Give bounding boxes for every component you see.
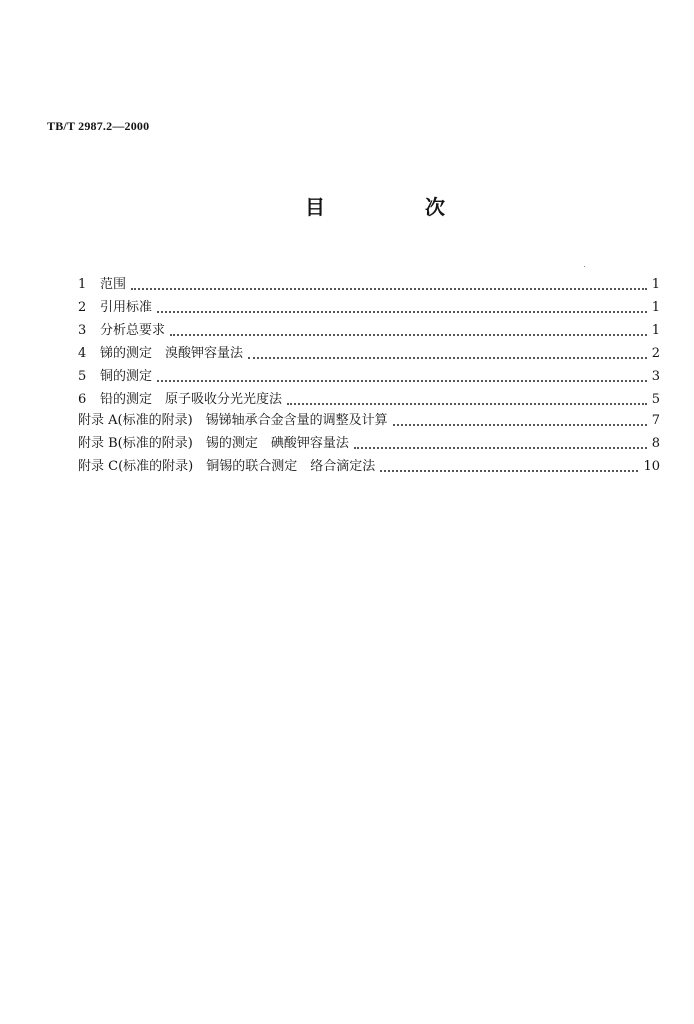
toc-entry-title: 铜的测定 xyxy=(100,369,153,384)
toc-leader-dots xyxy=(393,423,647,426)
toc-entry-title: 附录 A(标准的附录) 锡锑轴承合金含量的调整及计算 xyxy=(78,413,388,428)
page-title: 目 次 xyxy=(305,195,485,219)
toc-entry-number: 6 xyxy=(78,392,87,407)
toc-leader-dots xyxy=(131,287,647,290)
toc-entry-title: 附录 B(标准的附录) 锡的测定 碘酸钾容量法 xyxy=(78,436,349,451)
toc-entry-page: 1 xyxy=(651,277,660,292)
document-code: TB/T 2987.2—2000 xyxy=(47,119,150,133)
toc-entry-number: 1 xyxy=(78,277,87,292)
toc-entry-title: 铅的测定 原子吸收分光光度法 xyxy=(100,392,283,407)
toc-entry-number: 5 xyxy=(78,369,87,384)
toc-entry-title: 分析总要求 xyxy=(100,323,166,338)
toc-entry-page: 8 xyxy=(651,436,660,451)
toc-entry-page: 10 xyxy=(643,459,660,474)
toc-entry-page: 5 xyxy=(651,392,660,407)
toc-entry-appendix-c[interactable] xyxy=(78,458,660,476)
toc-entry-3[interactable] xyxy=(78,322,660,340)
toc-leader-dots xyxy=(354,446,647,449)
toc-entry-appendix-b[interactable] xyxy=(78,435,660,453)
toc-entry-page: 7 xyxy=(651,413,660,428)
toc-entry-page: 1 xyxy=(651,323,660,338)
toc-leader-dots xyxy=(380,469,638,472)
toc-entry-number: 3 xyxy=(78,323,87,338)
toc-leader-dots xyxy=(157,379,647,382)
toc-entry-page: 2 xyxy=(651,346,660,361)
toc-entry-number: 2 xyxy=(78,300,87,315)
toc-leader-dots xyxy=(287,402,647,405)
toc-entry-5[interactable] xyxy=(78,368,660,386)
toc-entry-appendix-a[interactable] xyxy=(78,412,660,430)
toc-entry-4[interactable] xyxy=(78,345,660,363)
toc-entry-page: 3 xyxy=(651,369,660,384)
toc-entry-page: 1 xyxy=(651,300,660,315)
toc-leader-dots xyxy=(248,356,647,359)
toc-leader-dots xyxy=(170,333,647,336)
toc-entry-title: 引用标准 xyxy=(100,300,153,315)
toc-entry-title: 锑的测定 溴酸钾容量法 xyxy=(100,346,244,361)
toc-entry-1[interactable] xyxy=(78,276,660,294)
toc-entry-6[interactable] xyxy=(78,391,660,409)
toc-entry-2[interactable] xyxy=(78,299,660,317)
toc-entry-number: 4 xyxy=(78,346,87,361)
scan-speck xyxy=(584,266,585,267)
toc-leader-dots xyxy=(157,310,647,313)
toc-entry-title: 范围 xyxy=(100,277,127,292)
toc-entry-title: 附录 C(标准的附录) 铜锡的联合测定 络合滴定法 xyxy=(78,459,376,474)
